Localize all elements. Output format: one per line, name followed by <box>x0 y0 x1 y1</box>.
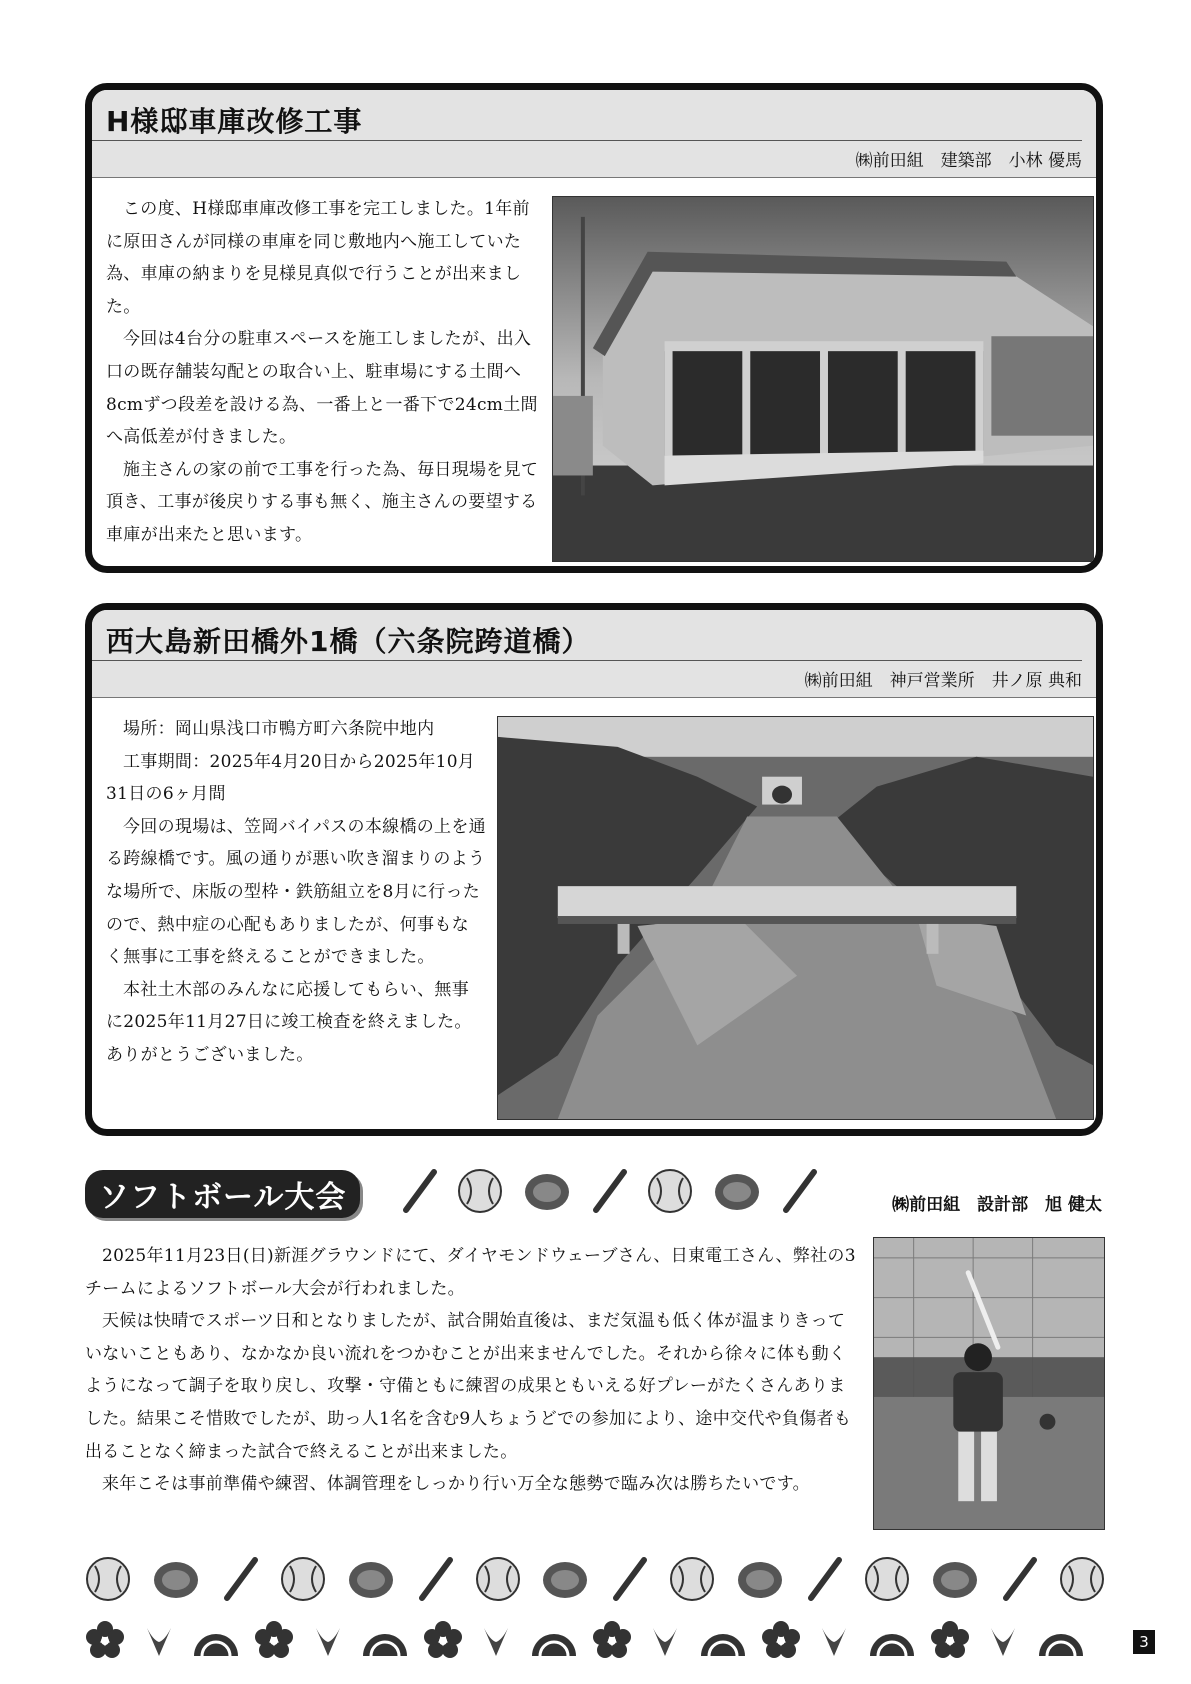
wave-icon <box>699 1620 747 1660</box>
paragraph: 施主さんの家の前で工事を行った為、毎日現場を見て頂き、工事が後戻りする事も無く、施主さんの要望する車庫が出来たと思います。 <box>106 459 539 545</box>
plum-blossom-icon <box>592 1620 632 1660</box>
paragraph: 場所：岡山県浅口市鴨方町六条院中地内 <box>123 719 435 739</box>
softball-icon <box>1059 1556 1105 1602</box>
softball-icon <box>669 1556 715 1602</box>
glove-icon <box>929 1556 981 1602</box>
paragraph: 今回は4台分の駐車スペースを施工しましたが、出入口の既存舗装勾配との取合い上、駐車場にする土間へ8cmずつ段差を設ける為、一番上と一番下で24cm土間へ高低差が付きました。 <box>106 329 538 448</box>
softball-icon <box>85 1556 131 1602</box>
wave-icon <box>530 1620 578 1660</box>
plum-blossom-icon <box>254 1620 294 1660</box>
plum-blossom-icon <box>761 1620 801 1660</box>
bat-icon <box>221 1556 261 1602</box>
decor-row-flowers <box>85 1620 1085 1660</box>
bridge-photo <box>497 716 1094 1120</box>
bat-icon <box>400 1168 440 1214</box>
paragraph: この度、H様邸車庫改修工事を完工しました。1年前に原田さんが同様の車庫を同じ敷地内へ施工していた為、車庫の納まりを見様見真似で行うことが出来ました。 <box>106 199 530 317</box>
paragraph: 本社土木部のみんなに応援してもらい、無事に2025年11月27日に竣工検査を終えました。ありがとうございました。 <box>106 979 472 1065</box>
bat-icon <box>590 1168 630 1214</box>
decor-row-sports <box>85 1556 1105 1602</box>
bat-icon <box>805 1556 845 1602</box>
wave-icon <box>1037 1620 1085 1660</box>
softball-icon <box>457 1168 503 1214</box>
bat-icon <box>780 1168 820 1214</box>
softball-icon <box>864 1556 910 1602</box>
glove-icon <box>734 1556 786 1602</box>
sprout-icon <box>139 1620 179 1660</box>
article-title: 西大島新田橋外1橋（六条院跨道橋） <box>92 610 1082 661</box>
bat-icon <box>610 1556 650 1602</box>
paragraph: 天候は快晴でスポーツ日和となりましたが、試合開始直後は、まだ気温も低く体が温まりきっていないこともあり、なかなか良い流れをつかむことが出来ませんでした。それから徐々に体も動くようになって調子を取り戻し、攻撃・守備ともに練習の成果ともいえる好プレーがたくさんありました。結果こそ惜敗でしたが、助っ人1名を含む9人ちょうどでの参加により、途中交代や負傷者も出ることなく締まった試合で終えることが出来ました。 <box>85 1311 852 1462</box>
glove-icon <box>711 1168 763 1214</box>
article-header <box>92 90 1096 178</box>
wave-icon <box>868 1620 916 1660</box>
softball-body <box>85 1240 860 1501</box>
softball-author: ㈱前田組 設計部 旭 健太 <box>888 1190 1106 1215</box>
softball-icon <box>475 1556 521 1602</box>
article-title: H様邸車庫改修工事 <box>92 90 1082 141</box>
article-bridge <box>85 603 1103 1136</box>
sprout-icon <box>983 1620 1023 1660</box>
article-author: ㈱前田組 神戸営業所 井ノ原 典和 <box>804 671 1082 691</box>
article-garage <box>85 83 1103 573</box>
softball-photo <box>873 1237 1105 1530</box>
softball-title: ソフトボール大会 <box>85 1170 360 1218</box>
paragraph: 来年こそは事前準備や練習、体調管理をしっかり行い万全な態勢で臨み次は勝ちたいです。 <box>102 1474 810 1495</box>
sprout-icon <box>476 1620 516 1660</box>
softball-icon <box>280 1556 326 1602</box>
glove-icon <box>521 1168 573 1214</box>
glove-icon <box>150 1556 202 1602</box>
sprout-icon <box>308 1620 348 1660</box>
article-author: ㈱前田組 建築部 小林 優馬 <box>855 151 1082 171</box>
plum-blossom-icon <box>930 1620 970 1660</box>
article-body <box>106 193 542 552</box>
article-body <box>106 713 486 1072</box>
garage-photo <box>552 196 1094 562</box>
page-number: 3 <box>1133 1630 1155 1654</box>
paragraph: 工事期間：2025年4月20日から2025年10月31日の6ヶ月間 <box>106 751 476 805</box>
wave-icon <box>192 1620 240 1660</box>
wave-icon <box>361 1620 409 1660</box>
paragraph: 今回の現場は、笠岡バイパスの本線橋の上を通る跨線橋です。風の通りが悪い吹き溜まりのような場所で、床版の型枠・鉄筋組立を8月に行ったので、熱中症の心配もありましたが、何事もなく無事に工事を終えることができました。 <box>106 816 486 968</box>
bat-icon <box>1000 1556 1040 1602</box>
softball-icon <box>647 1168 693 1214</box>
bat-icon <box>416 1556 456 1602</box>
article-header <box>92 610 1096 698</box>
glove-icon <box>539 1556 591 1602</box>
plum-blossom-icon <box>85 1620 125 1660</box>
softball-icon-row-top <box>400 1168 820 1214</box>
paragraph: 2025年11月23日(日)新涯グラウンドにて、ダイヤモンドウェーブさん、日東電工さん、弊社の3チームによるソフトボール大会が行われました。 <box>85 1246 856 1299</box>
plum-blossom-icon <box>423 1620 463 1660</box>
sprout-icon <box>814 1620 854 1660</box>
glove-icon <box>345 1556 397 1602</box>
sprout-icon <box>645 1620 685 1660</box>
